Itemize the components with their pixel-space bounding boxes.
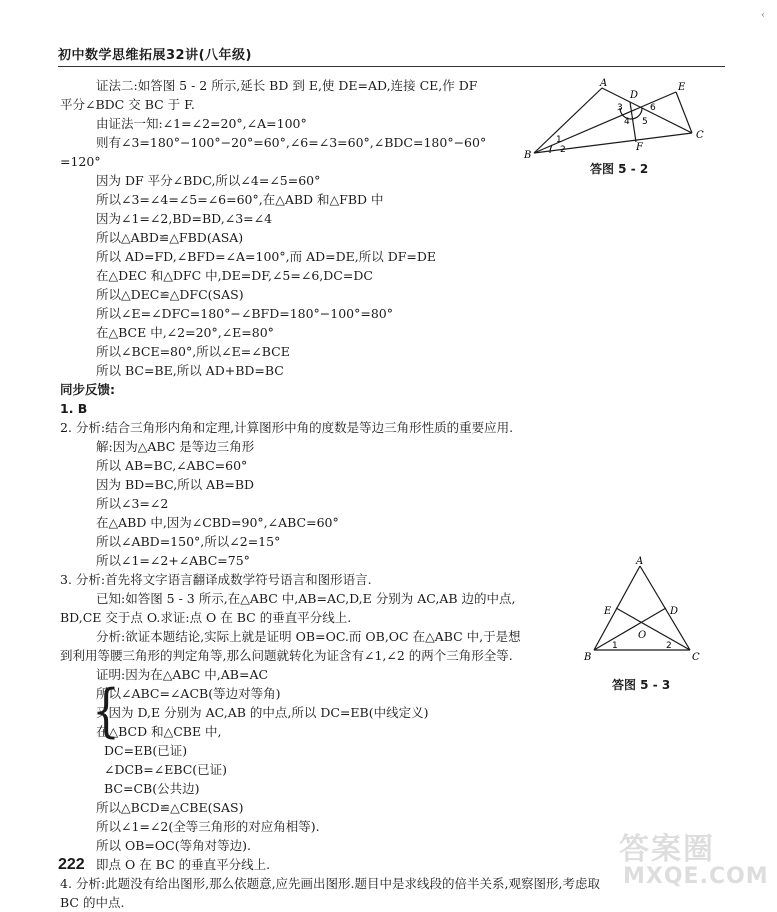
text-line: 在△BCD 和△CBE 中, (96, 724, 222, 739)
figure-5-2-caption: 答图 5 - 2 (590, 162, 649, 176)
text-line: 已知:如答图 5 - 3 所示,在△ABC 中,AB=AC,D,E 分别为 AC,AB 边的中点, (96, 591, 516, 606)
section-heading: 同步反馈: (60, 382, 115, 397)
fig53-label-d: D (670, 606, 679, 617)
fig52-angle-5: 5 (642, 117, 648, 127)
text-line: 3. 分析:首先将文字语言翻译成数学符号语言和图形语言. (60, 572, 372, 587)
watermark-logo: 答案圈 (619, 832, 715, 867)
text-line: 所以△ABD≌△FBD(ASA) (96, 230, 244, 245)
text-line: 在△BCE 中,∠2=20°,∠E=80° (96, 325, 274, 340)
system-brace: { (92, 677, 120, 745)
text-line: 所以∠ABD=150°,所以∠2=15° (96, 534, 281, 549)
figure-5-3 (580, 556, 710, 666)
text-line: 证法二:如答图 5 - 2 所示,延长 BD 到 E,使 DE=AD,连接 CE,作 DF (96, 78, 478, 93)
fig53-label-o: O (638, 630, 647, 641)
text-line: 分析:欲证本题结论,实际上就是证明 OB=OC.而 OB,OC 在△ABC 中,于是想 (96, 629, 521, 644)
text-line: 因为 DF 平分∠BDC,所以∠4=∠5=60° (96, 173, 321, 188)
text-line: 所以△DEC≌△DFC(SAS) (96, 287, 244, 302)
fig53-label-b: B (584, 652, 592, 663)
text-line: 所以 AD=FD,∠BFD=∠A=100°,而 AD=DE,所以 DF=DE (96, 249, 437, 264)
text-line: 所以∠BCE=80°,所以∠E=∠BCE (96, 344, 290, 359)
fig52-angle-3: 3 (617, 103, 623, 113)
text-line: 由证法一知:∠1=∠2=20°,∠A=100° (96, 116, 307, 131)
text-line: =120° (60, 154, 101, 169)
text-line: 2. 分析:结合三角形内角和定理,计算图形中角的度数是等边三角形性质的重要应用. (60, 420, 514, 435)
text-line: 平分∠BDC 交 BC 于 F. (60, 97, 195, 112)
watermark-url: MXQE.COM (623, 864, 769, 889)
text-line: 所以 BC=BE,所以 AD+BD=BC (96, 363, 284, 378)
text-line: 到利用等腰三角形的判定角等,那么问题就转化为证含有∠1,∠2 的两个三角形全等. (60, 648, 513, 663)
fig52-label-e: E (678, 82, 686, 93)
text-line: 所以∠3=∠4=∠5=∠6=60°,在△ABD 和△FBD 中 (96, 192, 384, 207)
fig52-angle-2: 2 (560, 145, 566, 155)
text-line: 解:因为△ABC 是等边三角形 (96, 439, 255, 454)
fig52-angle-6: 6 (650, 103, 656, 113)
text-line: 因为∠1=∠2,BD=BD,∠3=∠4 (96, 211, 273, 226)
fig52-angle-4: 4 (624, 117, 630, 127)
text-line: 所以△BCD≌△CBE(SAS) (96, 800, 244, 815)
page-number: 222 (58, 856, 85, 873)
fig52-label-b: B (524, 150, 532, 161)
text-line: ∠DCB=∠EBC(已证) (104, 762, 228, 777)
text-line: BC 的中点. (60, 895, 125, 910)
figure-5-3-caption: 答图 5 - 3 (612, 678, 671, 692)
fig53-label-e: E (604, 606, 612, 617)
text-line: 在△ABD 中,因为∠CBD=90°,∠ABC=60° (96, 515, 339, 530)
running-header: 初中数学思维拓展32讲(八年级) (58, 48, 252, 63)
fig52-label-c: C (696, 130, 704, 141)
text-line: 又因为 D,E 分别为 AC,AB 的中点,所以 DC=EB(中线定义) (96, 705, 429, 720)
text-line: 即点 O 在 BC 的垂直平分线上. (96, 857, 271, 872)
text-line: 所以 AB=BC,∠ABC=60° (96, 458, 248, 473)
text-line: 4. 分析:此题没有给出图形,那么依题意,应先画出图形.题目中是求线段的倍半关系,观察图形,考虑取 (60, 876, 600, 891)
fig53-label-a: A (636, 556, 644, 567)
text-line: 所以∠3=∠2 (96, 496, 169, 511)
text-line: 所以∠ABC=∠ACB(等边对等角) (96, 686, 281, 701)
text-line: DC=EB(已证) (104, 743, 188, 758)
text-line: 因为 BD=BC,所以 AB=BD (96, 477, 255, 492)
fig52-label-f: F (636, 142, 643, 153)
text-line: 证明:因为在△ABC 中,AB=AC (96, 667, 269, 682)
text-line: 则有∠3=180°−100°−20°=60°,∠6=∠3=60°,∠BDC=180°−60° (96, 135, 487, 150)
fig52-angle-1: 1 (556, 135, 562, 145)
text-line: BD,CE 交于点 O.求证:点 O 在 BC 的垂直平分线上. (60, 610, 352, 625)
text-line: BC=CB(公共边) (104, 781, 200, 796)
fig52-label-d: D (630, 90, 639, 101)
fig52-label-a: A (600, 78, 608, 89)
text-line: 在△DEC 和△DFC 中,DE=DF,∠5=∠6,DC=DC (96, 268, 373, 283)
text-line: 所以∠E=∠DFC=180°−∠BFD=180°−100°=80° (96, 306, 394, 321)
text-line: 所以∠1=∠2(全等三角形的对应角相等). (96, 819, 320, 834)
fig53-angle-2: 2 (666, 641, 672, 651)
answer-1: 1. B (60, 401, 88, 416)
header-rule (58, 66, 725, 67)
corner-mark: ‹ (761, 10, 765, 21)
fig53-angle-1: 1 (612, 641, 618, 651)
watermark (619, 824, 769, 894)
text-line: 所以 OB=OC(等角对等边). (96, 838, 251, 853)
fig53-label-c: C (692, 652, 700, 663)
text-line: 所以∠1=∠2+∠ABC=75° (96, 553, 250, 568)
